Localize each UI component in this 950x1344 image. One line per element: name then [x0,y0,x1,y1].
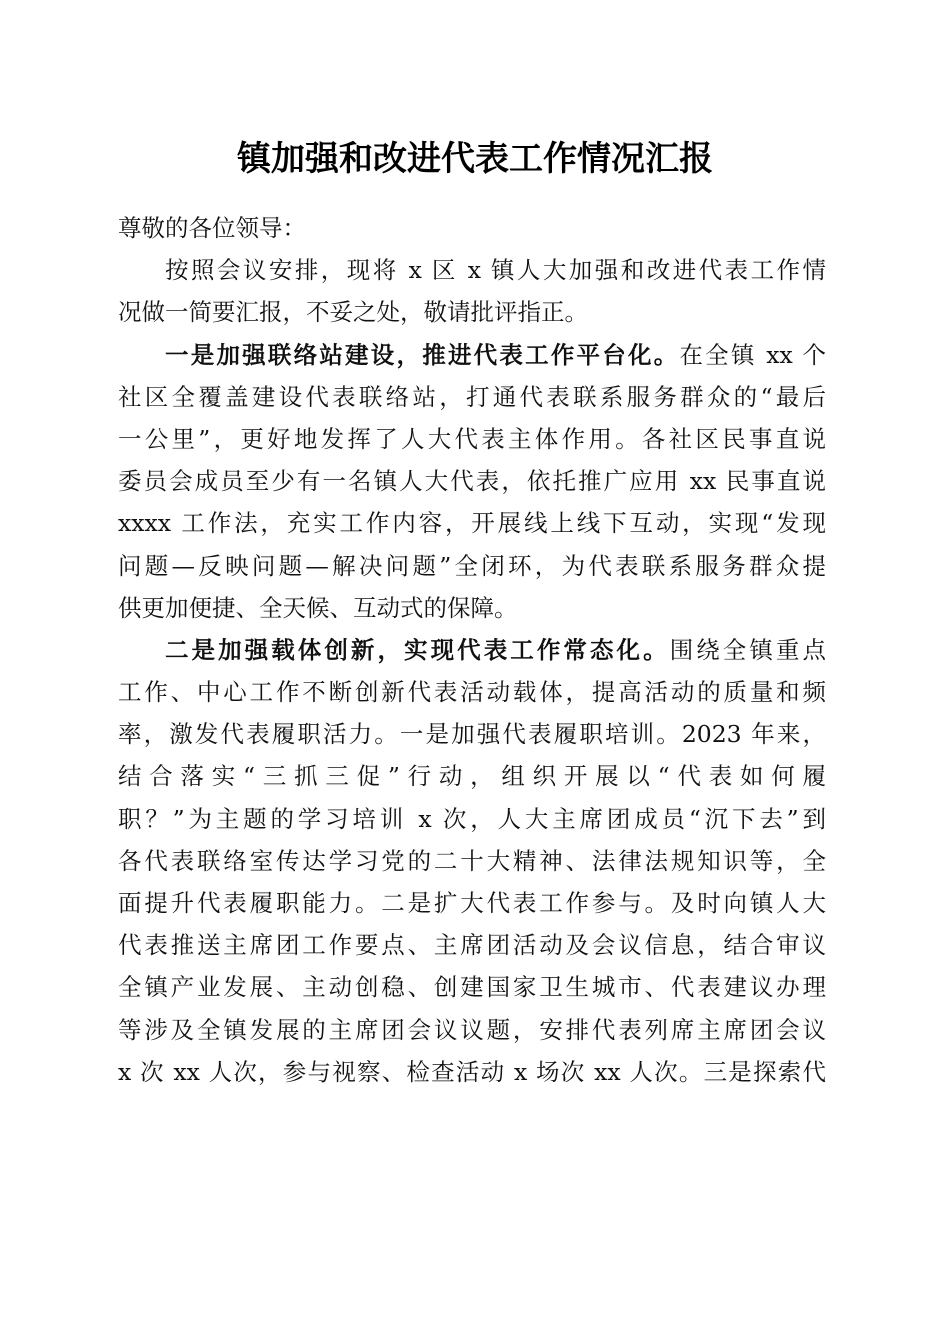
paragraph-point-2-line: 代表推送主席团工作要点、主席团活动及会议信息，结合审议 [118,931,826,960]
paragraph-point-2-line: 面提升代表履职能力。二是扩大代表工作参与。及时向镇人大 [118,889,826,917]
paragraph-point-2-line: 职？”为主题的学习培训 x 次，人大主席团成员“沉下去”到 [118,804,826,833]
paragraph-point-1-line: 委员会成员至少有一名镇人大代表，依托推广应用 xx 民事直说 [118,467,826,496]
paragraph-point-1-line: 问题—反映问题—解决问题”全闭环，为代表联系服务群众提 [118,551,826,580]
paragraph-point-1-line: 一公里”，更好地发挥了人大代表主体作用。各社区民事直说 [118,424,826,453]
paragraph-point-2-line: x 次 xx 人次，参与视察、检查活动 x 场次 xx 人次。三是探索代 [118,1057,826,1086]
paragraph-point-1-first-line [118,334,826,376]
document-body [118,207,826,1093]
paragraph-point-2-line: 等涉及全镇发展的主席团会议议题，安排代表列席主席团会议 [118,1015,826,1044]
paragraph-point-2-line: 各代表联络室传达学习党的二十大精神、法律法规知识等，全 [118,846,826,875]
paragraph-point-1-line: 供更加便捷、全天候、互动式的保障。 [118,593,518,622]
point-2-first-line-rest: 围绕全镇重点 [669,635,826,664]
paragraph-point-2-line: 结合落实“三抓三促”行动，组织开展以“代表如何履 [118,762,826,791]
point-2-heading: 二是加强载体创新，实现代表工作常态化。 [165,635,670,664]
paragraph-point-1-line: xxxx 工作法，充实工作内容，开展线上线下互动，实现“发现 [118,509,826,538]
paragraph-intro-line: 按照会议安排，现将 x 区 x 镇人大加强和改进代表工作情 [165,256,826,285]
paragraph-point-2-line: 全镇产业发展、主动创稳、创建国家卫生城市、代表建议办理 [118,973,826,1002]
paragraph-point-2-first-line [118,629,826,671]
salutation: 尊敬的各位领导： [118,214,306,242]
paragraph-point-1-line: 社区全覆盖建设代表联络站，打通代表联系服务群众的“最后 [118,382,826,411]
paragraph-point-2-line: 工作、中心工作不断创新代表活动载体，提高活动的质量和频 [118,678,826,707]
paragraph-intro-line: 况做一简要汇报，不妥之处，敬请批评指正。 [118,298,588,327]
point-1-first-line-rest: 在全镇 xx 个 [679,340,826,369]
paragraph-point-2-line: 率，激发代表履职活力。一是加强代表履职培训。2023 年来， [118,720,826,749]
document-title: 镇加强和改进代表工作情况汇报 [237,139,713,179]
point-1-heading: 一是加强联络站建设，推进代表工作平台化。 [165,340,680,369]
